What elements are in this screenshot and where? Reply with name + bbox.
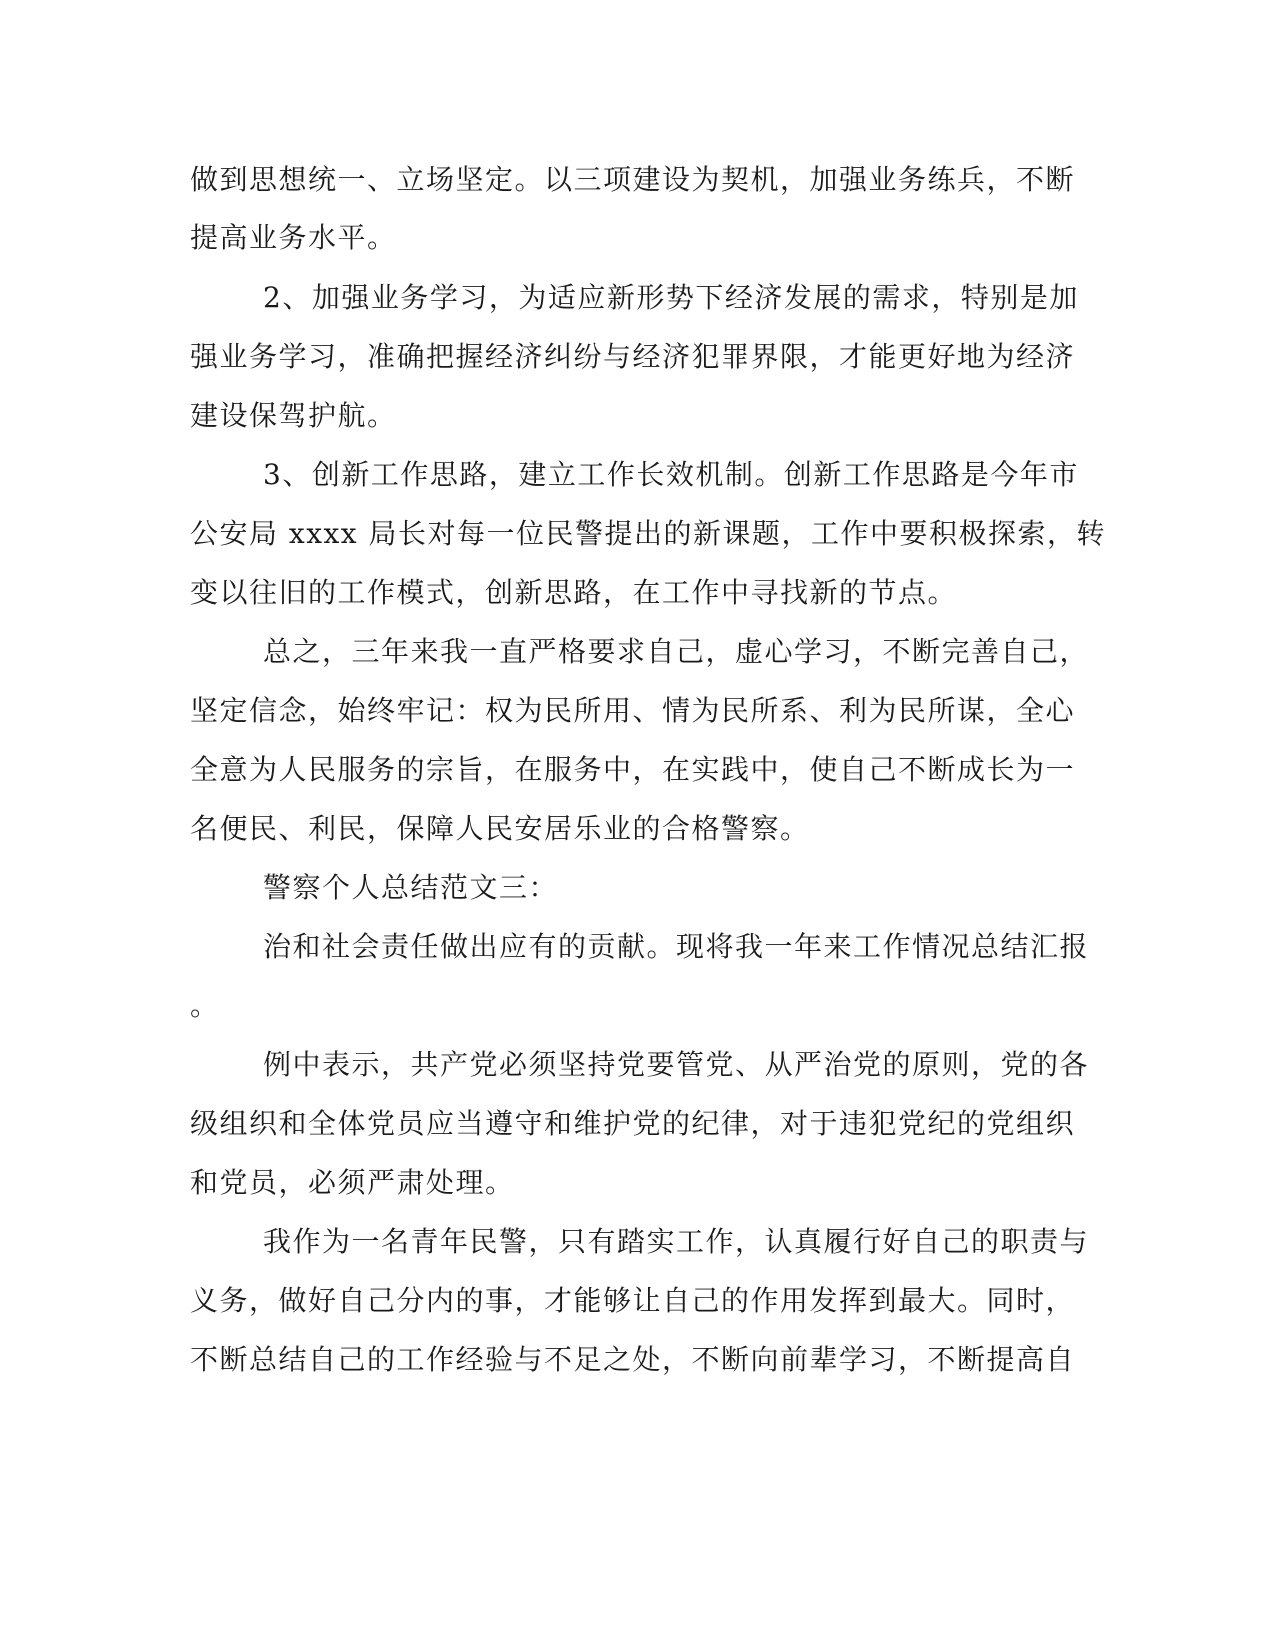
text-line: 变以往旧的工作模式，创新思路，在工作中寻找新的节点。	[190, 576, 958, 609]
paragraph-start-line: 3、创新工作思路，建立工作长效机制。创新工作思路是今年市	[263, 458, 1079, 491]
section-heading: 警察个人总结范文三：	[263, 871, 559, 904]
text-line: 做到思想统一、立场坚定。以三项建设为契机，加强业务练兵，不断	[190, 163, 1076, 196]
paragraph-start-line: 例中表示，共产党必须坚持党要管党、从严治党的原则，党的各	[263, 1048, 1090, 1081]
text-line: 不断总结自己的工作经验与不足之处，不断向前辈学习，不断提高自	[190, 1343, 1076, 1376]
stray-punctuation-line: 。	[190, 989, 220, 1022]
text-line: 强业务学习，准确把握经济纠纷与经济犯罪界限，才能更好地为经济	[190, 340, 1076, 373]
text-line: 公安局 xxxx 局长对每一位民警提出的新课题，工作中要积极探索，转	[190, 517, 1106, 550]
paragraph-start-line: 2、加强业务学习，为适应新形势下经济发展的需求，特别是加	[263, 281, 1079, 314]
text-line: 建设保驾护航。	[190, 399, 397, 432]
text-line: 和党员，必须严肃处理。	[190, 1166, 515, 1199]
text-line: 全意为人民服务的宗旨，在服务中，在实践中，使自己不断成长为一	[190, 753, 1076, 786]
text-line: 提高业务水平。	[190, 221, 397, 254]
paragraph-start-line: 治和社会责任做出应有的贡献。现将我一年来工作情况总结汇报	[263, 930, 1090, 963]
paragraph-start-line: 总之，三年来我一直严格要求自己，虚心学习，不断完善自己，	[263, 635, 1090, 668]
paragraph-start-line: 我作为一名青年民警，只有踏实工作，认真履行好自己的职责与	[263, 1225, 1090, 1258]
text-line: 坚定信念，始终牢记：权为民所用、情为民所系、利为民所谋，全心	[190, 694, 1076, 727]
text-line: 名便民、利民，保障人民安居乐业的合格警察。	[190, 812, 810, 845]
text-line: 级组织和全体党员应当遵守和维护党的纪律，对于违犯党纪的党组织	[190, 1107, 1076, 1140]
text-line: 义务，做好自己分内的事，才能够让自己的作用发挥到最大。同时，	[190, 1284, 1076, 1317]
